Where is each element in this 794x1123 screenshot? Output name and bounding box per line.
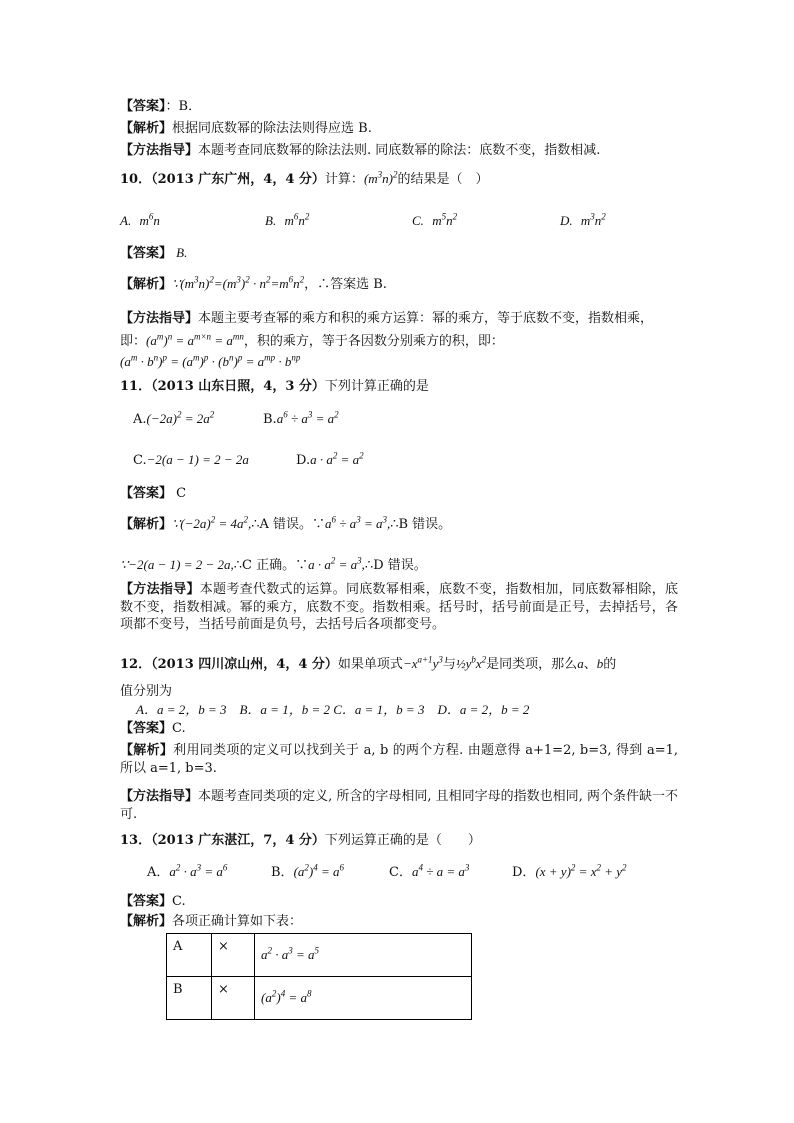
q11-source: （2013 山东日照，4，3 分）	[151, 379, 325, 394]
method-label: 【方法指导】	[120, 311, 199, 326]
q13-analysis: 各项正确计算如下表：	[172, 914, 303, 929]
q12-stem-2: 值分别为	[120, 684, 173, 699]
method-label: 【方法指导】	[120, 789, 199, 804]
q13-option-c: C．$a^4 \div a = a^3$	[389, 862, 470, 880]
q10-method-2a: 即：	[120, 334, 147, 349]
q11-stem	[120, 378, 429, 396]
q11-option-a: $A.(-2a)^2 = 2a^2$	[133, 409, 215, 427]
q12-analysis: 利用同类项的定义可以找到关于 a, b 的两个方程. 由题意得 a+1=2, b=3, 得到 a=1, 所以 a=1, b=3.	[120, 743, 678, 776]
q12-number: 12．	[120, 657, 152, 672]
q9-method-line	[120, 142, 600, 160]
q10-product-rule: $(a^m \cdot b^n)^p = (a^m)^p \cdot (b^n)^p = a^{mp} \cdot b^{np}$	[120, 352, 301, 369]
q10-expression: $(m^3n)^2$	[363, 169, 398, 186]
q10-number: 10．	[120, 172, 152, 187]
q9-method: 本题考查同底数幂的除法法则. 同底数幂的除法：底数不变，指数相减.	[198, 143, 601, 158]
q13-option-d: D．$(x + y)^2 = x^2 + y^2$	[512, 862, 627, 880]
q10-answer-line	[120, 244, 187, 263]
q11-answer: C	[176, 486, 187, 501]
q11-stem-text: 下列计算正确的是	[324, 379, 429, 394]
method-label: 【方法指导】	[120, 143, 199, 158]
table-cell-correct: $(a^2)^4 = a^8$	[255, 977, 472, 1020]
q13-option-b: B．$(a^2)^4 = a^6$	[271, 862, 345, 880]
q12-method-block	[120, 788, 678, 823]
q13-source: （2013 广东湛江，7，4 分）	[151, 833, 325, 848]
q12-method: 本题考查同类项的定义, 所含的字母相同, 且相同字母的指数也相同, 两个条件缺一不可.	[120, 789, 678, 822]
q10-analysis: ，∴答案选 B.	[304, 277, 387, 292]
q10-source: （2013 广东广州，4，4 分）	[151, 172, 325, 187]
q12-stem: 12．（2013 四川凉山州，4，4 分）如果单项式$-x^{a+1}y^3$与$\frac{1}{2}y^bx^2$是同类项，那么a、b的	[120, 654, 617, 672]
q13-option-a: A．$a^2 \cdot a^3 = a^6$	[147, 862, 228, 880]
table-cell-mark: ×	[212, 977, 255, 1020]
q9-answer-line	[120, 98, 201, 116]
q9-analysis-line	[120, 120, 372, 138]
analysis-label: 【解析】	[120, 121, 173, 136]
q13-stem: 13．（2013 广东湛江，7，4 分）下列运算正确的是（ ）	[120, 833, 481, 848]
table-row	[167, 977, 472, 1020]
answer-label: 【答案】	[120, 486, 173, 501]
q11-number: 11．	[120, 379, 152, 394]
q11-method: 本题考查代数式的运算。同底数幂相乘，底数不变，指数相加，同底数幂相除，底数不变，指数相减。幂的乘方，底数不变。指数相乘。括号时，括号前面是正号，去掉括号，各项都不变号，当括号前面是负号，去括号后各项都变号。	[120, 582, 678, 633]
q13-answer-line	[120, 893, 186, 911]
q13-answer: C.	[172, 894, 186, 909]
q13-analysis-line	[120, 913, 302, 931]
q11-option-c: C.−2(a − 1) = 2 − 2a	[133, 452, 249, 468]
q11-answer-line	[120, 485, 186, 503]
q11-analysis-line: 【解析】$\because(-2a)^2$ = $4a^2,\therefore A$ 错误。$\because a^6 \div a^3$ = $a^3,\therefore B$ 错误。	[120, 514, 452, 532]
q10-option-d: D. $m^3n^2$	[560, 211, 606, 228]
q10-option-b: B. $m^6n^2$	[265, 211, 310, 228]
table-cell-correct: $a^2 \cdot a^3 = a^5$	[255, 934, 472, 977]
q11-method-block	[120, 581, 678, 634]
q10-method-2b: ，积的乘方，等于各因数分别乘方的积，即：	[243, 334, 504, 349]
q11-option-b: $B.a^6 \div a^3 = a^2$	[263, 409, 339, 427]
q10-method-line	[120, 310, 653, 328]
q10-analysis-math: $\because(m^3n)^2=(m^3)^2 \cdot n^2=m^6n^2$	[172, 274, 305, 291]
answer-label: 【答案】	[120, 721, 173, 736]
q12-options: A．a = 2，b = 3 B．a = 1，b = 2 C．a = 1，b = 3 D．a = 2，b = 2	[136, 702, 530, 717]
q13-answer-table	[166, 933, 472, 1020]
analysis-label: 【解析】	[120, 743, 174, 758]
q11-option-d: $D.a \cdot a^2 = a^2$	[296, 450, 364, 468]
q10-power-rule: $(a^m)^n = a^{m\times n} = a^{mn}$	[146, 331, 244, 348]
answer-label: 【答案】	[120, 894, 173, 909]
q12-answer-line	[120, 720, 186, 738]
answer-label: 【答案】	[120, 99, 166, 114]
q10-stem-pre: 计算：	[324, 172, 364, 187]
q10-option-a: A. $m^6n$	[120, 211, 160, 228]
q10-option-c: C. $m^5n^2$	[412, 211, 458, 228]
q9-analysis: 根据同底数幂的除法法则得应选 B.	[172, 121, 372, 136]
analysis-label: 【解析】	[120, 914, 173, 929]
q10-method-1: 本题主要考查幂的乘方和积的乘方运算：幂的乘方，等于底数不变，指数相乘，	[198, 311, 654, 326]
table-cell-option: B	[167, 977, 212, 1020]
method-label: 【方法指导】	[120, 582, 200, 597]
q13-number: 13．	[120, 833, 152, 848]
answer-label: 【答案】	[120, 246, 173, 261]
q12-analysis-block	[120, 742, 678, 777]
analysis-label: 【解析】	[120, 277, 173, 292]
q10-stem-post: 的结果是（ ）	[397, 172, 489, 187]
q10-stem	[120, 170, 489, 189]
q10-analysis-line	[120, 275, 387, 294]
table-row	[167, 934, 472, 977]
q12-source: （2013 四川凉山州，4，4 分）	[151, 657, 338, 672]
table-cell-option: A	[167, 934, 212, 977]
q10-method-line-2	[120, 332, 504, 351]
q11-analysis-line-2: ∵−2(a − 1) = 2 − 2a,∴C 正确。∵a · $a^2$ = $a^3,\therefore D$ 错误。	[120, 555, 427, 573]
q10-answer: B.	[176, 245, 188, 260]
q9-answer: ：B．	[165, 99, 202, 114]
table-cell-mark: ×	[212, 934, 255, 977]
q12-answer: C.	[172, 721, 186, 736]
analysis-label: 【解析】	[120, 517, 173, 532]
